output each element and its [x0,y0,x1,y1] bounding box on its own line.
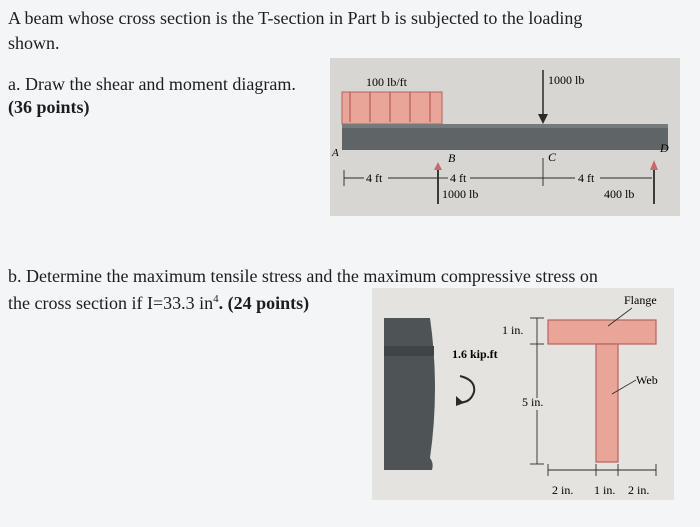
width-dims [548,464,656,476]
flange [548,320,656,344]
flange-label: Flange [624,293,657,307]
beam-loading-figure [330,58,680,216]
part-b-line-2 [8,287,309,315]
point-a-label: A [332,147,339,159]
t-section-figure [372,288,674,500]
intro-line-2: shown. [8,33,60,53]
span-ab-label: 4 ft [366,171,383,185]
support-d-arrow [650,160,658,170]
web [596,344,618,462]
support-b-arrow [434,162,442,170]
beam-side-flange-line [384,346,434,356]
part-b-condition: the cross section if I=33.3 in [8,293,214,313]
span-bc-label: 4 ft [450,171,467,185]
point-b-label: B [448,151,456,165]
part-b-points: . (24 points) [218,293,310,313]
part-a-question: a. Draw the shear and moment diagram. [8,74,296,94]
part-b-question: b. Determine the maximum tensile stress and the maximum compressive stress on [8,266,598,286]
t-section-diagram [372,288,674,500]
dimension-lines [344,158,652,186]
part-b-exponent: 4 [213,293,219,305]
web-width-label: 1 in. [594,483,616,497]
right-flange-width-label: 2 in. [628,483,650,497]
part-a-points: (36 points) [8,97,90,117]
intro-line-1: A beam whose cross section is the T-section in Part b is subjected to the loading [8,8,583,28]
beam-highlight [342,124,668,128]
bending-moment-label: 1.6 kip.ft [452,347,498,361]
reaction-d-label: 400 lb [604,187,635,201]
flange-thickness-label: 1 in. [502,323,524,337]
span-cd-label: 4 ft [578,171,595,185]
web-height-label: 5 in. [522,395,544,409]
distributed-load-block [342,92,442,124]
moment-arrowhead [456,396,464,406]
flange-thickness-dim [530,318,544,344]
left-flange-width-label: 2 in. [552,483,574,497]
point-c-label: C [548,150,557,164]
point-load-label: 1000 lb [548,73,585,87]
reaction-b-label: 1000 lb [442,187,479,201]
point-load-arrowhead [538,114,548,124]
web-label: Web [636,373,658,387]
beam-side-view [384,318,435,470]
distributed-load-label: 100 lb/ft [366,75,407,89]
point-d-label: D [660,141,669,155]
moment-arrow-icon [458,376,474,402]
beam-diagram [330,58,680,216]
